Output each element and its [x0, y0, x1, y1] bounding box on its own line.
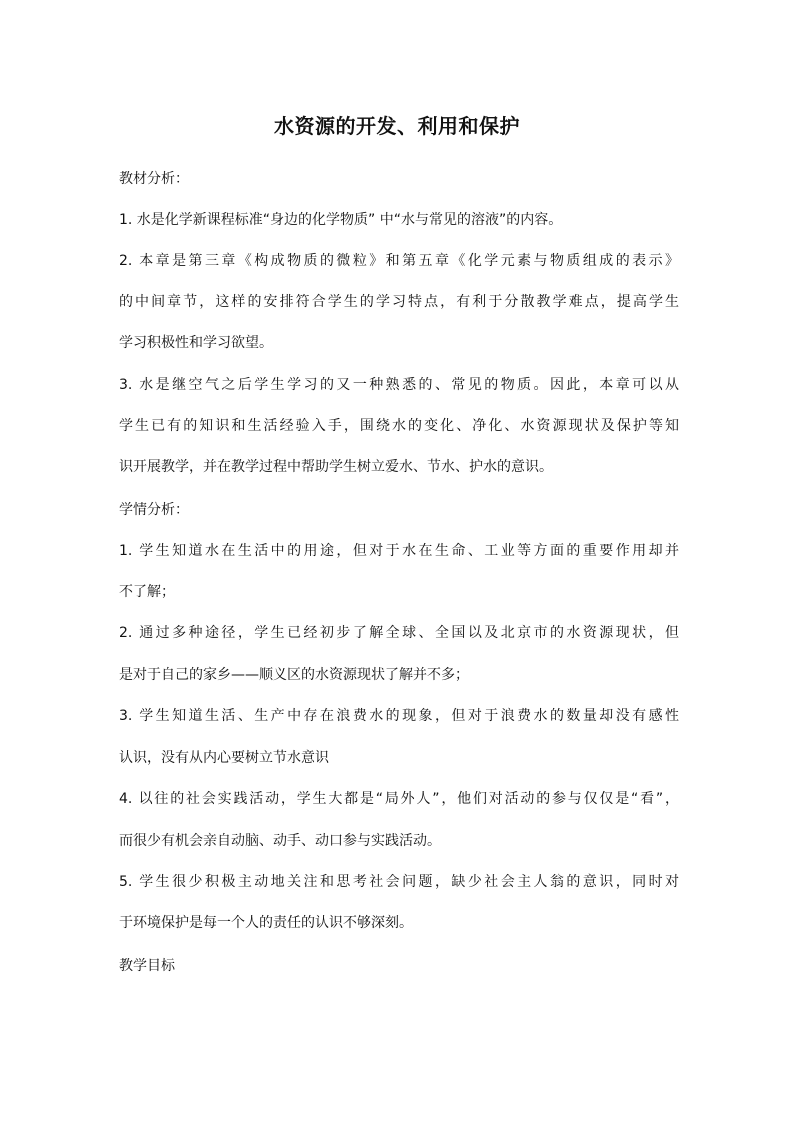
paragraph-line: 2. 本章是第三章《构成物质的微粒》和第五章《化学元素与物质组成的表示》 [119, 253, 679, 269]
paragraph-line: 3. 水是继空气之后学生学习的又一种熟悉的、常见的物质。因此，本章可以从 [119, 377, 679, 393]
paragraph-line: 认识，没有从内心要树立节水意识 [119, 750, 329, 766]
paragraph-line: 是对于自己的家乡——顺义区的水资源现状了解并不多； [119, 667, 469, 683]
paragraph-line: 学习积极性和学习欲望。 [119, 335, 273, 351]
paragraph-line: 而很少有机会亲自动脑、动手、动口参与实践活动。 [119, 833, 441, 849]
paragraph-line: 学生已有的知识和生活经验入手，围绕水的变化、净化、水资源现状及保护等知 [119, 418, 679, 434]
paragraph-line: 不了解； [119, 584, 175, 600]
paragraph-line: 1. 水是化学新课程标准“身边的化学物质” 中“水与常见的溶液”的内容。 [119, 212, 563, 228]
section-heading-teaching-goals: 教学目标 [119, 958, 175, 974]
section-heading-student-analysis: 学情分析： [119, 502, 189, 518]
section-heading-textbook-analysis: 教材分析： [119, 171, 189, 187]
paragraph-line: 的中间章节，这样的安排符合学生的学习特点，有利于分散教学难点，提高学生 [119, 294, 679, 310]
paragraph-line: 2. 通过多种途径，学生已经初步了解全球、全国以及北京市的水资源现状，但 [119, 625, 679, 641]
paragraph-line: 识开展教学，并在教学过程中帮助学生树立爱水、节水、护水的意识。 [119, 459, 553, 475]
document-title: 水资源的开发、利用和保护 [274, 114, 520, 138]
paragraph-line: 于环境保护是每一个人的责任的认识不够深刻。 [119, 915, 413, 931]
paragraph-line: 4. 以往的社会实践活动，学生大都是“局外人”，他们对活动的参与仅仅是“看”， [119, 791, 679, 807]
paragraph-line: 3. 学生知道生活、生产中存在浪费水的现象，但对于浪费水的数量却没有感性 [119, 708, 679, 724]
paragraph-line: 1. 学生知道水在生活中的用途，但对于水在生命、工业等方面的重要作用却并 [119, 543, 679, 559]
paragraph-line: 5. 学生很少积极主动地关注和思考社会问题，缺少社会主人翁的意识，同时对 [119, 874, 679, 890]
